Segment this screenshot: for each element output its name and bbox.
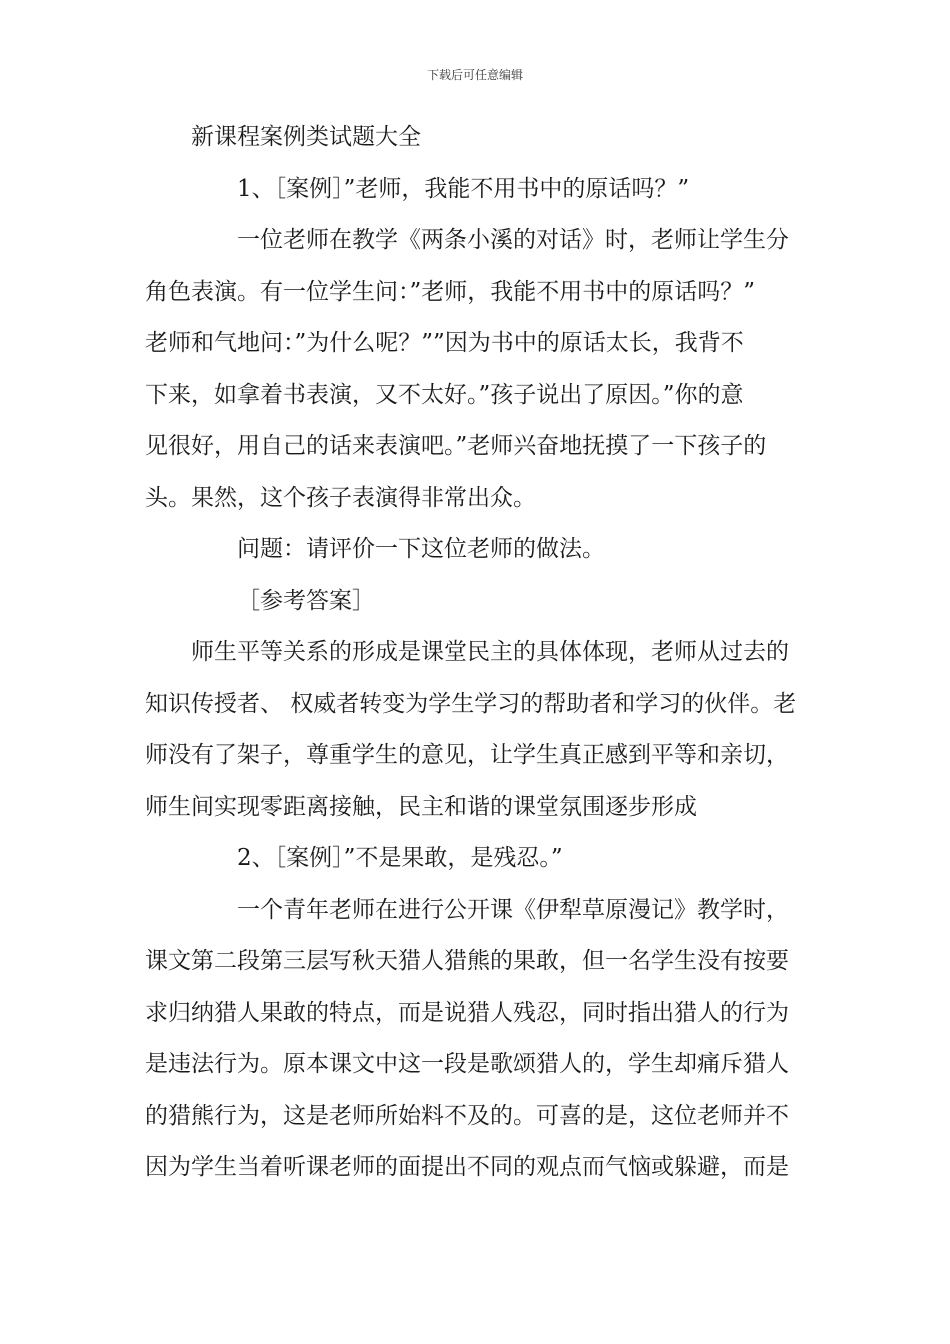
document-body xyxy=(145,118,810,1200)
page-header: 下载后可任意编辑 xyxy=(426,68,523,82)
case2-heading: 2、［案例］”不是果敢，是残忍。” xyxy=(237,845,563,871)
paragraph-line: 知识传授者、 权威者转变为学生学习的帮助者和学习的伙伴。老 xyxy=(145,690,797,717)
paragraph-line: 角色表演。有一位学生问：”老师，我能不用书中的原话吗？” xyxy=(145,278,756,305)
case1-answer-label: ［参考答案］ xyxy=(237,587,375,614)
paragraph-line: 因为学生当着听课老师的面提出不同的观点而气恼或躲避，而是 xyxy=(145,1154,789,1180)
paragraph-line: 课文第二段第三层写秋天猎人猎熊的果敢，但一名学生没有按要 xyxy=(145,948,789,974)
paragraph-line: 一位老师在教学《两条小溪的对话》时，老师让学生分 xyxy=(237,227,789,253)
paragraph-line: 头。果然，这个孩子表演得非常出众。 xyxy=(145,484,536,511)
paragraph-line: 求归纳猎人果敢的特点，而是说猎人残忍，同时指出猎人的行为 xyxy=(145,999,789,1026)
paragraph-line: 见很好，用自己的话来表演吧。”老师兴奋地抚摸了一下孩子的 xyxy=(145,433,767,459)
paragraph-line: 师没有了架子，尊重学生的意见，让学生真正感到平等和亲切， xyxy=(145,742,789,768)
paragraph-line: 师生平等关系的形成是课堂民主的具体体现，老师从过去的 xyxy=(191,639,789,665)
case1-heading: 1、［案例］”老师，我能不用书中的原话吗？” xyxy=(237,175,690,202)
paragraph-line: 老师和气地问：”为什么呢？””因为书中的原话太长，我背不 xyxy=(145,330,744,356)
case1-question: 问题：请评价一下这位老师的做法。 xyxy=(237,536,605,562)
paragraph-line: 一个青年老师在进行公开课《伊犁草原漫记》教学时， xyxy=(237,896,789,923)
paragraph-line: 的猎熊行为，这是老师所始料不及的。可喜的是，这位老师并不 xyxy=(145,1102,789,1129)
paragraph-line: 下来，如拿着书表演，又不太好。”孩子说出了原因。”你的意 xyxy=(145,381,744,408)
paragraph-line: 师生间实现零距离接触，民主和谐的课堂氛围逐步形成 xyxy=(145,793,697,820)
document-title: 新课程案例类试题大全 xyxy=(191,124,421,150)
paragraph-line: 是违法行为。原本课文中这一段是歌颂猎人的，学生却痛斥猎人 xyxy=(145,1051,789,1077)
